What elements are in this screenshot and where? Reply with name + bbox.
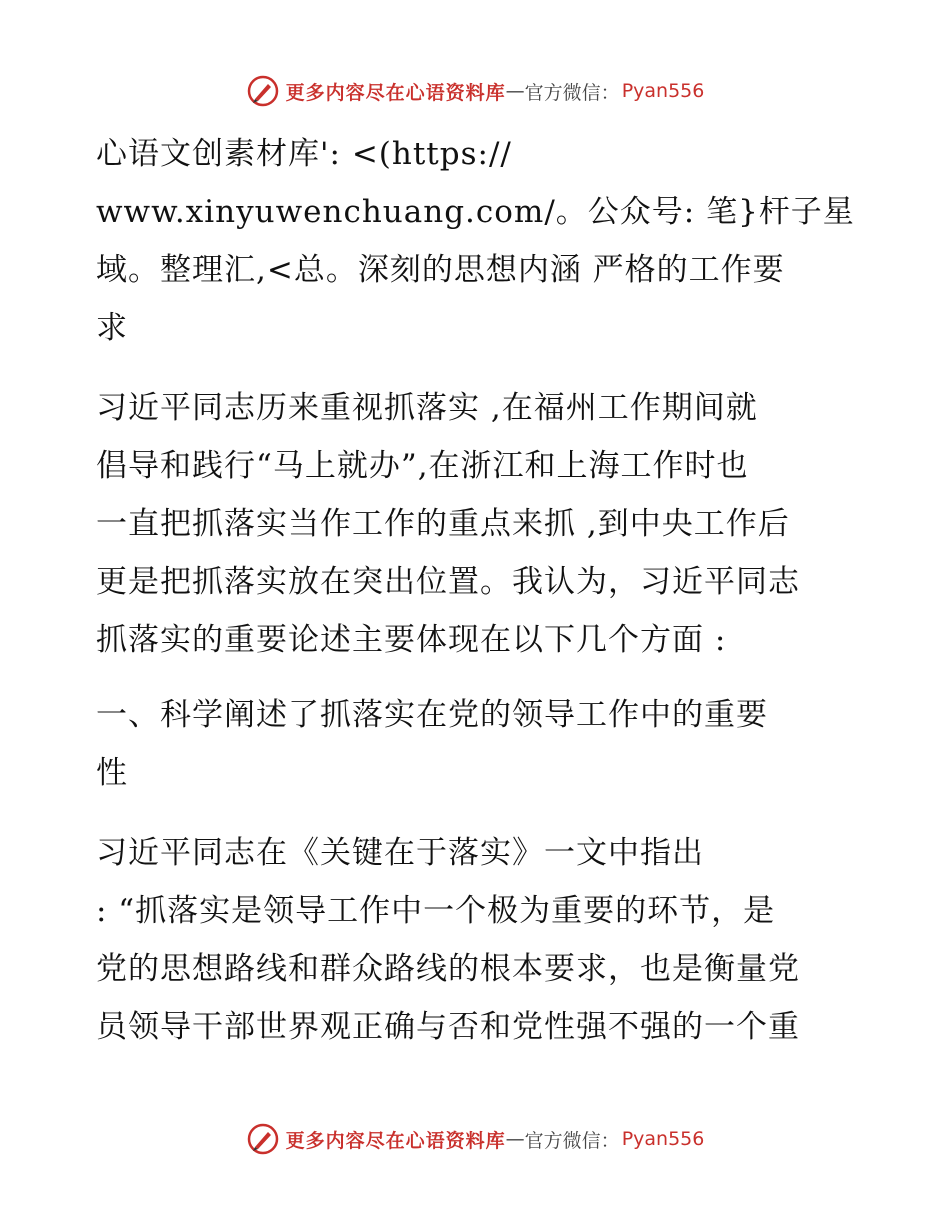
document-body [96,125,856,1056]
text-line: 党的思想路线和群众路线的根本要求，也是衡量党 [96,951,800,987]
text-line: 心语文创素材库': <(https:// [96,136,512,172]
text-line: 更是把抓落实放在突出位置。我认为，习近平同志 [96,564,800,600]
banner-sub-text: 官方微信： [524,1129,620,1152]
text-line: 习近平同志历来重视抓落实 ,在福州工作期间就 [96,390,758,426]
text-line: 性 [96,755,128,791]
banner-main-text: 更多内容尽在心语资料库 [285,1129,506,1152]
pen-logo-icon [246,74,280,108]
paragraph-intro [96,125,856,357]
banner-dash: — [505,80,525,102]
text-line: : “抓落实是领导工作中一个极为重要的环节，是 [96,893,776,929]
paragraph-overview [96,379,856,669]
banner-sub-text: 官方微信： [524,81,620,104]
section-heading [96,686,856,802]
text-line: 倡导和践行“马上就办”,在浙江和上海工作时也 [96,448,749,484]
text-line: 一直把抓落实当作工作的重点来抓 ,到中央工作后 [96,506,790,542]
text-line: 抓落实的重要论述主要体现在以下几个方面 : [96,622,727,658]
text-line: 域。整理汇,<总。深刻的思想内涵 严格的工作要 [96,252,785,288]
text-line: www.xinyuwenchuang.com/。公众号: 笔}杆子星 [96,194,855,230]
footer-banner [0,1114,950,1164]
text-line: 一、科学阐述了抓落实在党的领导工作中的重要 [96,697,768,733]
banner-wechat-id: Pyan556 [621,80,705,102]
paragraph-quote [96,824,856,1056]
pen-logo-icon [246,1122,280,1156]
text-line: 求 [96,310,128,346]
banner-dash: — [505,1128,525,1150]
banner-main-text: 更多内容尽在心语资料库 [285,81,506,104]
header-banner [0,66,950,116]
banner-wechat-id: Pyan556 [621,1128,705,1150]
text-line: 习近平同志在《关键在于落实》一文中指出 [96,835,704,871]
text-line: 员领导干部世界观正确与否和党性强不强的一个重 [96,1009,800,1045]
